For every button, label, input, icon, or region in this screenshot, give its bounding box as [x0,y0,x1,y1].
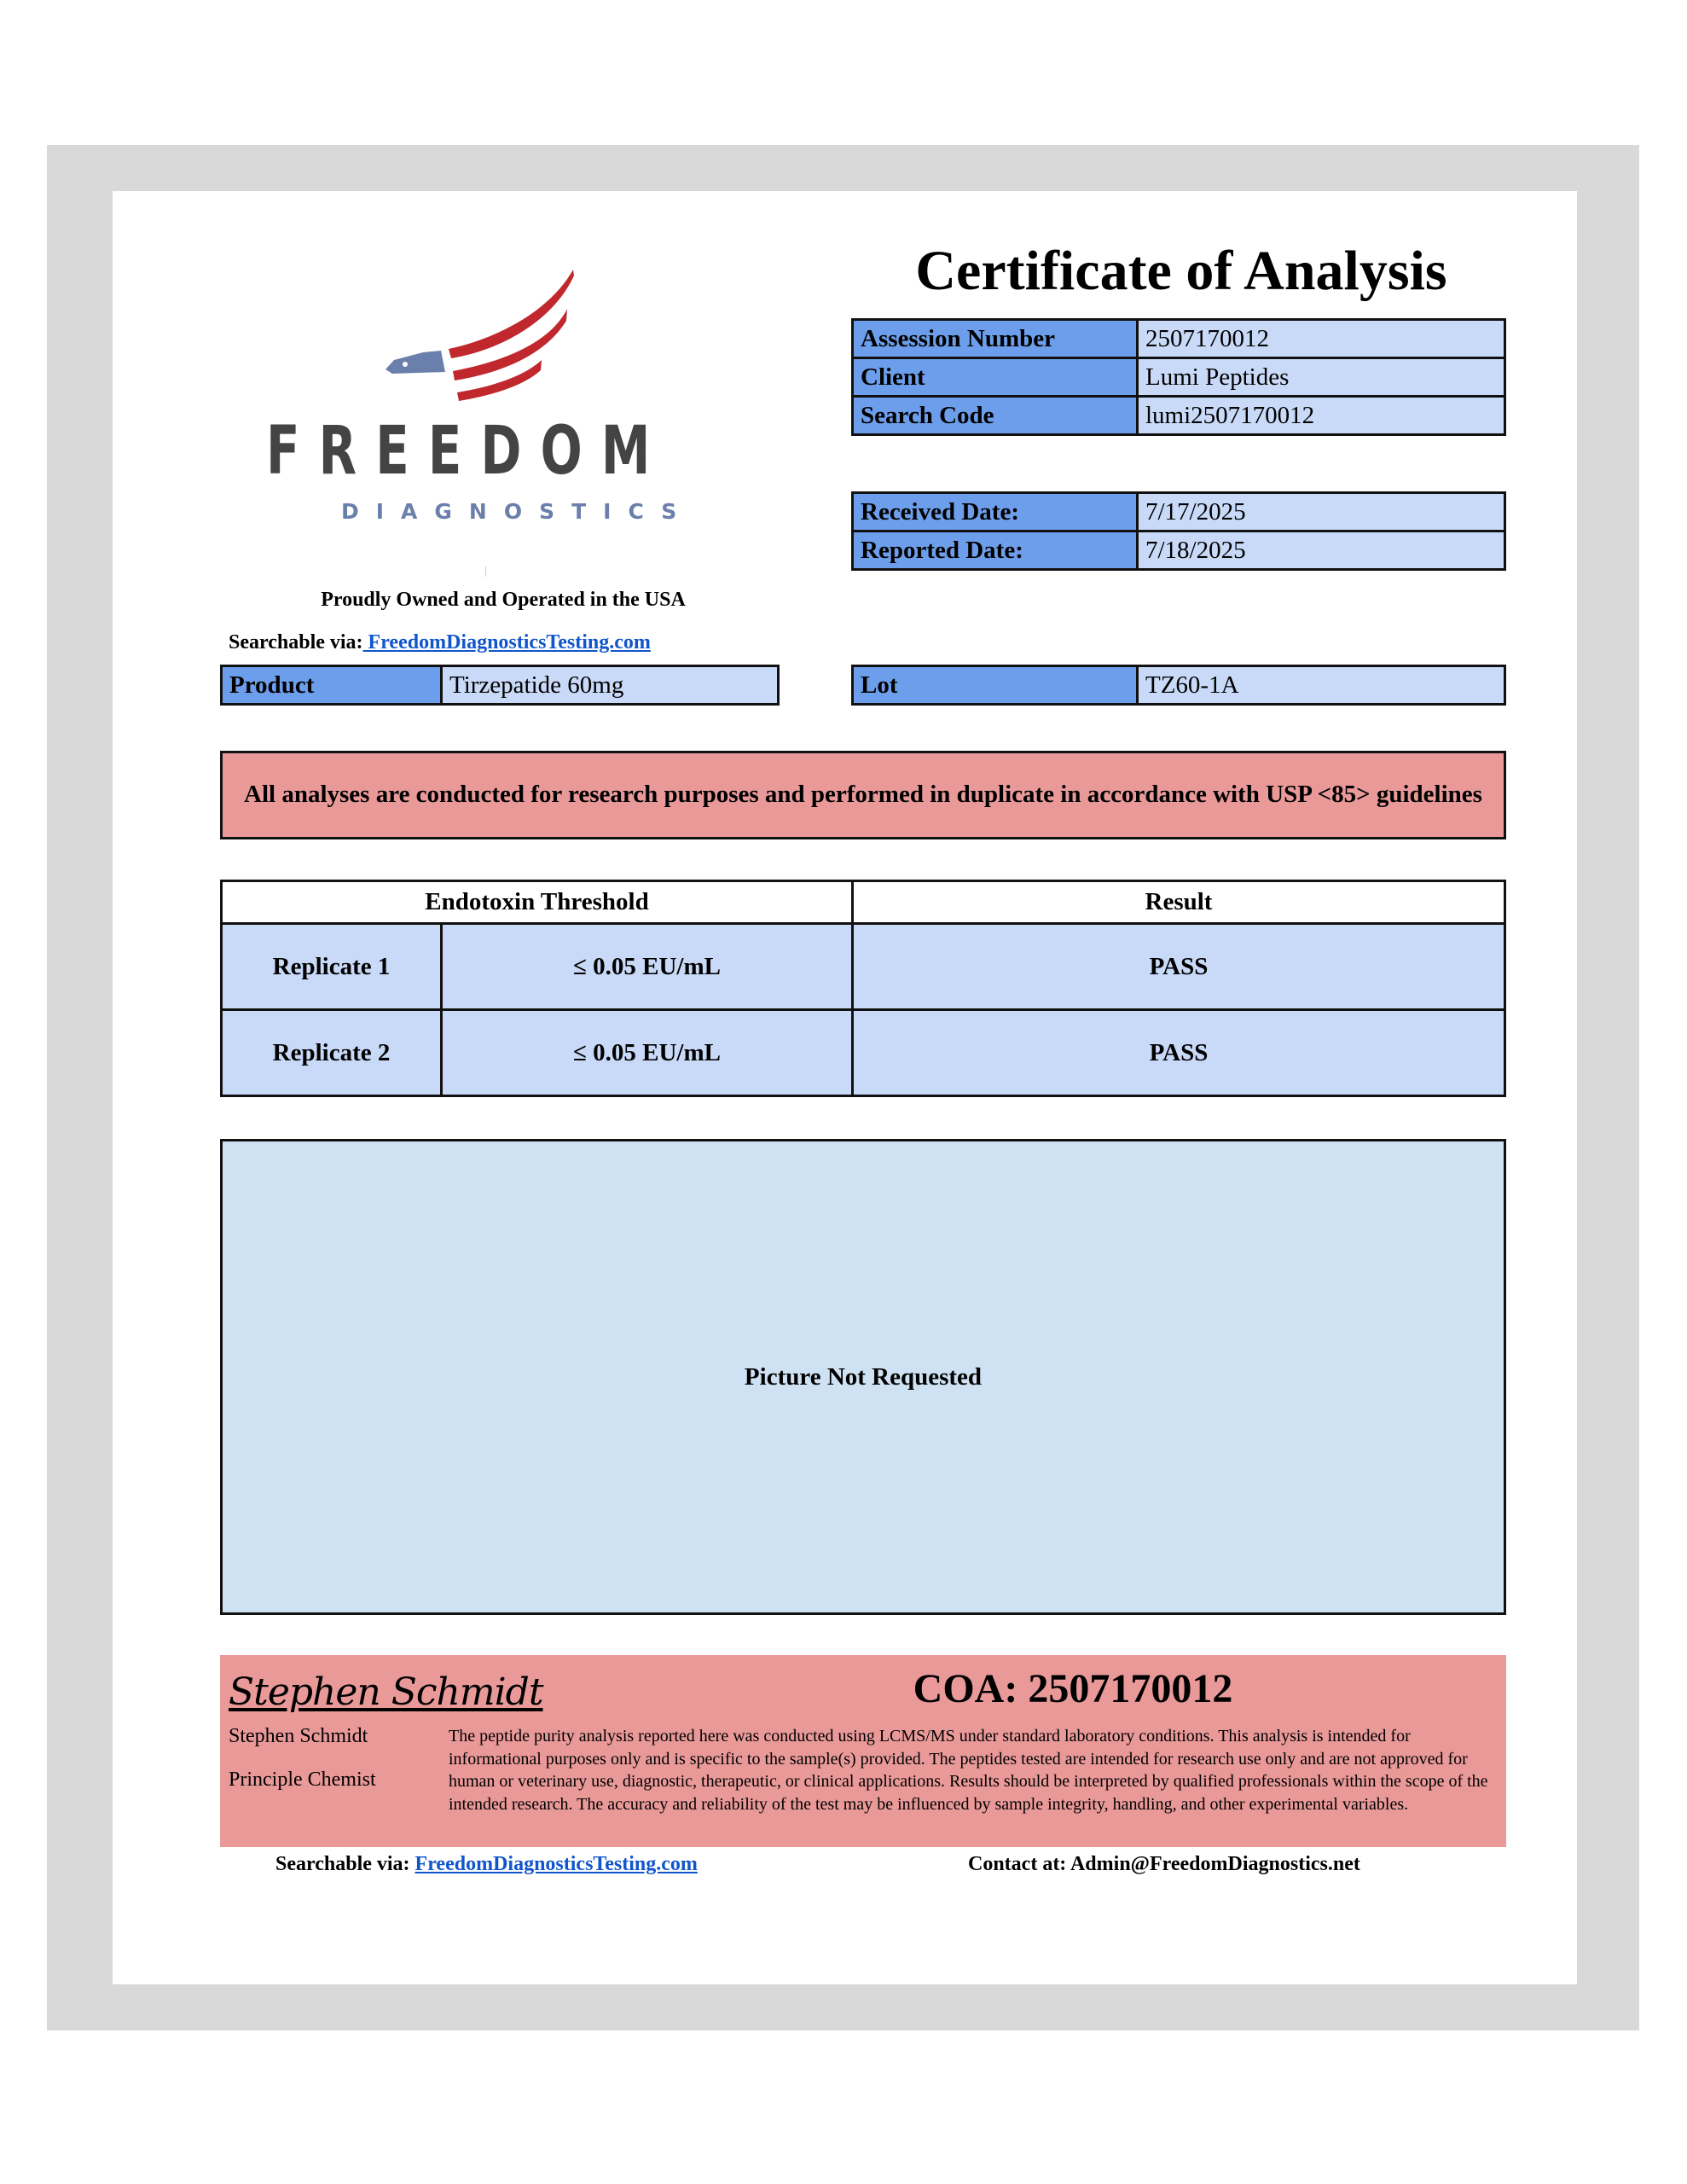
usp-notice-banner [220,751,1506,839]
signatory-name: Stephen Schmidt [229,1725,368,1747]
lot-table [851,665,1506,706]
notice-text: All analyses are conducted for research purposes and performed in duplicate in accordance with USP <85> guidelines [244,781,1482,809]
reported-date-value: 7/18/2025 [1138,531,1505,570]
threshold-value: ≤ 0.05 EU/mL [442,924,853,1010]
table-row [853,666,1505,705]
result-value: PASS [853,1010,1505,1096]
received-date-label: Received Date: [853,493,1138,531]
header-info-table [851,318,1506,436]
table-row [853,531,1505,570]
table-row [853,493,1505,531]
signatory-role: Principle Chemist [229,1769,376,1791]
product-label: Product [222,666,442,705]
reported-date-label: Reported Date: [853,531,1138,570]
website-link[interactable]: FreedomDiagnosticsTesting.com [362,631,651,653]
footer-searchable-via [275,1853,698,1876]
search-code-value: lumi2507170012 [1138,397,1505,435]
header-result: Result [853,881,1505,924]
table-row [222,1010,1505,1096]
client-label: Client [853,358,1138,397]
table-row [853,320,1505,358]
result-value: PASS [853,924,1505,1010]
searchable-label: Searchable via: [229,631,363,653]
table-row [222,924,1505,1010]
product-table [220,665,780,706]
dates-table [851,491,1506,571]
replicate-label: Replicate 1 [222,924,442,1010]
table-row [853,358,1505,397]
searchable-via [229,631,651,654]
client-value: Lumi Peptides [1138,358,1505,397]
brand-name: FREEDOM [266,413,670,490]
assession-number-label: Assession Number [853,320,1138,358]
eagle-flag-icon [375,264,597,401]
table-row [222,666,779,705]
footer-contact: Contact at: Admin@FreedomDiagnostics.net [968,1853,1360,1875]
threshold-value: ≤ 0.05 EU/mL [442,1010,853,1096]
signature-block [220,1655,1506,1847]
divider [485,566,486,577]
product-value: Tirzepatide 60mg [442,666,779,705]
picture-placeholder-text: Picture Not Requested [744,1362,983,1391]
replicate-label: Replicate 2 [222,1010,442,1096]
tagline: Proudly Owned and Operated in the USA [321,589,686,611]
lot-label: Lot [853,666,1138,705]
disclaimer-text: The peptide purity analysis reported here was conducted using LCMS/MS under standard laboratory conditions. This analysis is intended for informational purposes only and is specific to the sample(s) provided. The peptides tested are intended for research use only and are not approved for human or veterinary use, diagnostic, therapeutic, or clinical applications. Results should be interpreted by qualified professionals within the scope of the intended research. The accuracy and reliability of the test may be influenced by sample integrity, handling, and other experimental variables. [449,1727,1488,1814]
brand-subtitle: DIAGNOSTICS [341,499,694,524]
header-endotoxin-threshold: Endotoxin Threshold [222,881,853,924]
table-row [853,397,1505,435]
table-header-row [222,881,1505,924]
search-code-label: Search Code [853,397,1138,435]
coa-number: COA: 2507170012 [913,1666,1233,1711]
sample-picture-box [220,1139,1506,1615]
assession-number-value: 2507170012 [1138,320,1505,358]
lot-value: TZ60-1A [1138,666,1505,705]
received-date-value: 7/17/2025 [1138,493,1505,531]
footer-searchable-label: Searchable via: [275,1853,415,1875]
footer-website-link[interactable]: FreedomDiagnosticsTesting.com [415,1853,698,1875]
signature: Stephen Schmidt [229,1670,543,1714]
endotoxin-results-table [220,880,1506,1097]
page-title: Certificate of Analysis [915,240,1447,302]
